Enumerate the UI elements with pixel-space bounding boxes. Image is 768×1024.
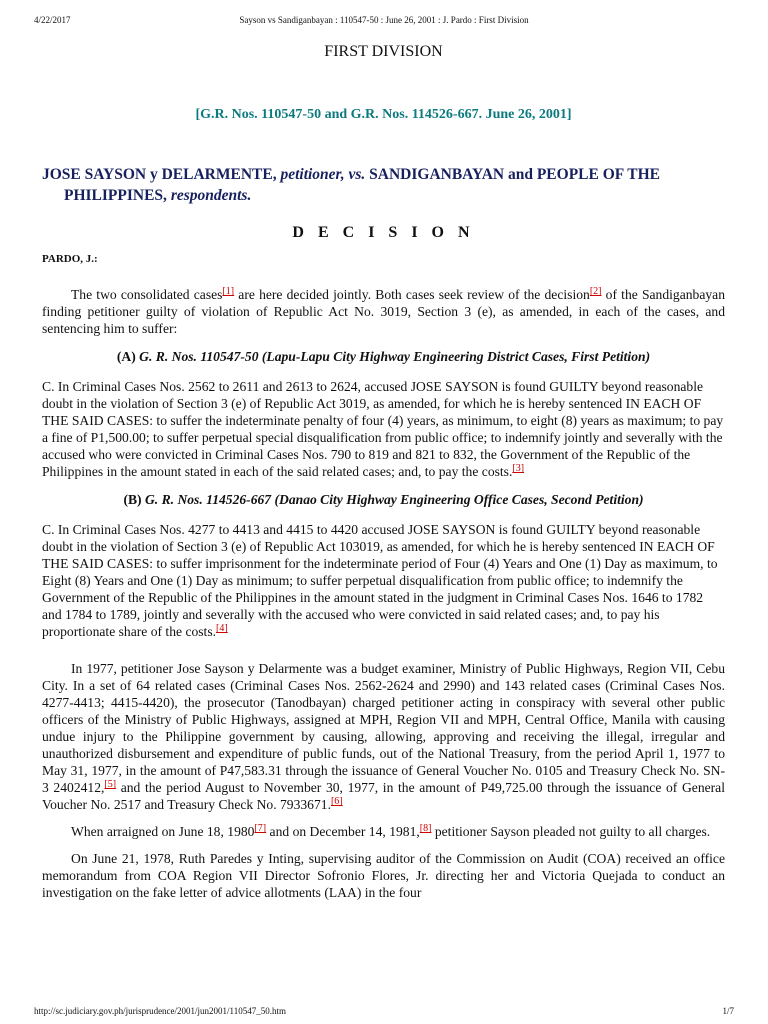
- print-header: [34, 15, 734, 29]
- footnote-link-2[interactable]: [2]: [589, 286, 602, 297]
- paragraph-3-text-b: and on December 14, 1981,: [266, 824, 420, 839]
- paragraph-4: On June 21, 1978, Ruth Paredes y Inting, supervising auditor of the Commission on Audit (COA) received an office memorandum from COA Region VII Director Sofronio Flores, Jr. directing her and Victoria Quejada to conduct an investigation on the fake letter of advice allotments (LAA) in the four: [42, 851, 725, 900]
- paragraph-3: [42, 823, 725, 840]
- footnote-link-6[interactable]: [6]: [330, 796, 343, 807]
- petitioner-role: petitioner, vs.: [280, 166, 366, 183]
- case-number: [G.R. Nos. 110547-50 and G.R. Nos. 114526-667. June 26, 2001]: [195, 107, 572, 122]
- print-page-number: 1/7: [722, 1006, 734, 1016]
- respondent-name: SANDIGANBAYAN and PEOPLE OF THE PHILIPPINES,: [64, 166, 661, 204]
- paragraph-1-text-a: The two consolidated cases: [71, 287, 223, 302]
- paragraph-1-text-b: are here decided jointly. Both cases seek review of the decision: [234, 287, 590, 302]
- footnote-link-5[interactable]: [5]: [104, 779, 117, 790]
- heading-b: [42, 491, 725, 508]
- paragraph-2: [42, 660, 725, 813]
- quote-b: [42, 521, 725, 640]
- footnote-link-3[interactable]: [3]: [512, 463, 525, 474]
- heading-b-label: (B): [123, 492, 145, 507]
- print-date: 4/22/2017: [34, 15, 71, 25]
- paragraph-2-text-a: In 1977, petitioner Jose Sayson y Delarmente was a budget examiner, Ministry of Public Highways, Region VII, Cebu City. In a set of 64 related cases (Criminal Cases Nos. 2562-2624 and 2990) and 143 related cases (Criminal Cases Nos. 4277-4413; 4415-4420), the prosecutor (Tanodbayan) charged petitioner acting in conspiracy with several other public officers of the Ministry of Public Highways, assigned at MPH, Region VII and MPH, Central Office, Manila with causing undue injury to the Philippine government by causing, allowing, approving and receiving the illegal, irregular and unauthorized disbursement and expenditure of public funds, out of the National Treasury, from the period April 1, 1977 to May 31, 1977, in the amount of P47,583.31 through the issuance of General Voucher No. 0105 and Treasury Check No. SN-3 2402412,: [42, 661, 725, 795]
- heading-a-text: G. R. Nos. 110547-50 (Lapu-Lapu City Highway Engineering District Cases, First Petition): [139, 349, 651, 364]
- division-title: FIRST DIVISION: [324, 43, 443, 60]
- print-page-title: Sayson vs Sandiganbayan : 110547-50 : June 26, 2001 : J. Pardo : First Division: [239, 15, 529, 25]
- footnote-link-1[interactable]: [1]: [222, 286, 235, 297]
- heading-a-label: (A): [116, 349, 140, 364]
- footnote-link-8[interactable]: [8]: [419, 823, 432, 834]
- quote-b-text: C. In Criminal Cases Nos. 4277 to 4413 and 4415 to 4420 accused JOSE SAYSON is found GUILTY beyond reasonable doubt in the violation of Section 3 (e) of Republic Act 103019, as amended, for which he is hereby sentenced IN EACH OF THE SAID CASES: to suffer imprisonment for the indeterminate period of Four (4) Years and One (1) Day as maximum, to Eight (8) Years and One (1) Day as minimum; to suffer perpetual disqualification from public office; to indemnify the Government of the Republic of the Philippines in the amount stated in the judgment in Criminal Cases Nos. 1646 to 1782 and 1784 to 1789, jointly and severally with the accused who were convicted in said related cases; and, to pay his proportionate share of the costs.: [42, 522, 718, 639]
- footnote-link-7[interactable]: [7]: [254, 823, 267, 834]
- quote-a: [42, 378, 725, 480]
- paragraph-1-text-c: of the Sandiganbayan finding petitioner guilty of violation of Republic Act No. 3019, Section 3 (e), as amended, in each of the cases, and sentencing him to suffer:: [42, 287, 726, 336]
- paragraph-3-text-c: petitioner Sayson pleaded not guilty to all charges.: [431, 824, 711, 839]
- petitioner-name: JOSE SAYSON y DELARMENTE,: [42, 166, 281, 183]
- document-body: [42, 42, 725, 901]
- paragraph-1: [42, 286, 725, 337]
- decision-title: D E C I S I O N: [292, 224, 475, 241]
- respondent-role: respondents.: [170, 187, 252, 204]
- paragraph-2-text-b: and the period August to November 30, 1977, in the amount of P49,725.00 through the issuance of General Voucher No. 2517 and Treasury Check No. 7933671.: [42, 780, 725, 812]
- ponente: PARDO, J.:: [42, 253, 98, 265]
- print-footer: [34, 1006, 734, 1020]
- quote-a-text: C. In Criminal Cases Nos. 2562 to 2611 and 2613 to 2624, accused JOSE SAYSON is found GUILTY beyond reasonable doubt in the violation of Section 3 (e) of Republic Act 3019, as amended, for which he is hereby sentenced IN EACH OF THE SAID CASES: to suffer the indeterminate penalty of four (4) years, as minimum, to eight (8) years as maximum; to pay a fine of P1,500.00; to suffer perpetual special disqualification from public office; to indemnify jointly and severally with the accused who were convicted in Criminal Cases Nos. 790 to 819 and 821 to 832, the Government of the Republic of the Philippines in the amount stated in each of the said related cases; and, to pay the costs.: [42, 379, 724, 479]
- heading-b-text: G. R. Nos. 114526-667 (Danao City Highway Engineering Office Cases, Second Petition): [144, 492, 644, 507]
- case-parties: [42, 164, 725, 206]
- footnote-link-4[interactable]: [4]: [216, 623, 228, 634]
- heading-a: [42, 348, 725, 365]
- print-url: http://sc.judiciary.gov.ph/jurisprudence/2001/jun2001/110547_50.htm: [34, 1006, 286, 1016]
- paragraph-3-text-a: When arraigned on June 18, 1980: [71, 824, 255, 839]
